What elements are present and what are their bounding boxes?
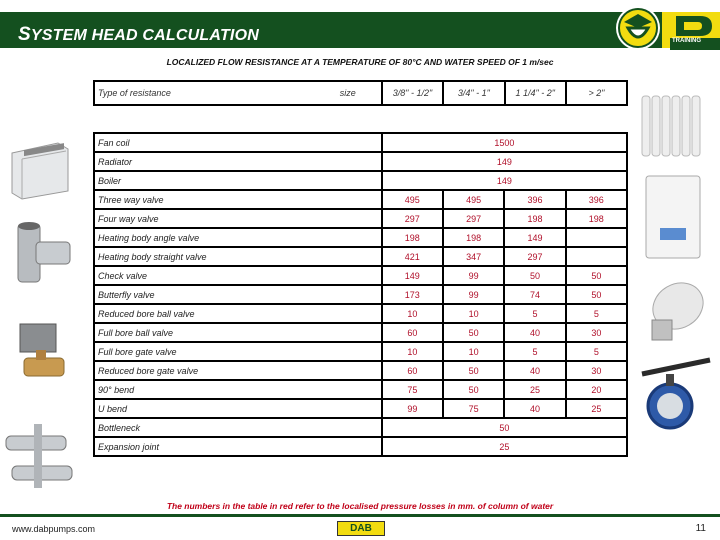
title-initial: S — [18, 24, 31, 45]
header-size-col: 1 1/4" - 2" — [505, 81, 566, 105]
row-value: 396 — [504, 190, 565, 209]
footer-website-link[interactable]: www.dabpumps.com — [12, 524, 96, 534]
row-value: 99 — [443, 266, 504, 285]
page-number: 11 — [695, 523, 706, 534]
thermostatic-head-image — [638, 276, 714, 346]
row-value: 347 — [443, 247, 504, 266]
row-value: 50 — [443, 361, 504, 380]
row-value: 297 — [504, 247, 565, 266]
row-value: 25 — [566, 399, 627, 418]
table-row — [94, 190, 627, 209]
row-value: 50 — [504, 266, 565, 285]
row-value: 5 — [566, 304, 627, 323]
row-value: 60 — [382, 323, 443, 342]
row-value: 75 — [443, 399, 504, 418]
table-row — [94, 133, 627, 152]
row-label: Butterfly valve — [94, 285, 382, 304]
table-row — [94, 399, 627, 418]
row-value: 50 — [566, 266, 627, 285]
table-row — [94, 323, 627, 342]
page-title — [18, 24, 259, 46]
row-value: 495 — [382, 190, 443, 209]
row-value: 396 — [566, 190, 627, 209]
table-row — [94, 152, 627, 171]
logo-training-text: TRAINING — [672, 38, 701, 44]
row-value: 421 — [382, 247, 443, 266]
row-value: 10 — [443, 342, 504, 361]
title-rest: YSTEM HEAD CALCULATION — [30, 27, 259, 44]
row-label: U bend — [94, 399, 382, 418]
row-value: 198 — [504, 209, 565, 228]
row-value: 198 — [382, 228, 443, 247]
table-row — [94, 209, 627, 228]
row-label: Three way valve — [94, 190, 382, 209]
row-value: 99 — [382, 399, 443, 418]
tee-fitting-image — [14, 218, 74, 288]
table-row — [94, 342, 627, 361]
row-value: 5 — [566, 342, 627, 361]
row-value: 50 — [443, 380, 504, 399]
row-value: 20 — [566, 380, 627, 399]
row-value: 40 — [504, 361, 565, 380]
row-label: Expansion joint — [94, 437, 382, 456]
row-value: 75 — [382, 380, 443, 399]
table-row — [94, 171, 627, 190]
row-value: 10 — [382, 342, 443, 361]
row-value: 495 — [443, 190, 504, 209]
table-title: LOCALIZED FLOW RESISTANCE AT A TEMPERATURE OF 80°C AND WATER SPEED OF 1 m/sec — [166, 57, 554, 67]
row-label: Heating body straight valve — [94, 247, 382, 266]
row-label: Reduced bore gate valve — [94, 361, 382, 380]
table-row — [94, 228, 627, 247]
table-row — [94, 437, 627, 456]
row-value: 10 — [382, 304, 443, 323]
header-size-col: > 2" — [566, 81, 627, 105]
row-value: 149 — [504, 228, 565, 247]
valve-fittings-image — [4, 422, 74, 492]
row-value: 25 — [504, 380, 565, 399]
row-value: 198 — [443, 228, 504, 247]
header-size: size — [339, 88, 356, 98]
table-header — [93, 80, 628, 106]
row-value: 30 — [566, 323, 627, 342]
row-value: 50 — [443, 323, 504, 342]
resistance-table — [93, 132, 628, 457]
row-value: 5 — [504, 304, 565, 323]
table-row — [94, 361, 627, 380]
fan-coil-image — [8, 135, 70, 200]
row-value-all-sizes: 1500 — [382, 133, 627, 152]
table-note: The numbers in the table in red refer to the localised pressure losses in mm. of column of water — [166, 501, 554, 511]
table-row — [94, 247, 627, 266]
row-value — [566, 228, 627, 247]
row-label: Radiator — [94, 152, 382, 171]
header-type: Type of resistance — [98, 88, 171, 98]
dab-training-logo — [612, 4, 720, 50]
header-size-col: 3/8" - 1/2" — [382, 81, 443, 105]
table-row — [94, 285, 627, 304]
row-value: 10 — [443, 304, 504, 323]
row-label: Check valve — [94, 266, 382, 285]
header-type-cell — [94, 81, 382, 105]
row-label: Reduced bore ball valve — [94, 304, 382, 323]
row-value-all-sizes: 149 — [382, 171, 627, 190]
row-label: Bottleneck — [94, 418, 382, 437]
table-row — [94, 304, 627, 323]
row-value: 99 — [443, 285, 504, 304]
row-value: 50 — [566, 285, 627, 304]
butterfly-valve-image — [636, 356, 716, 436]
row-value — [566, 247, 627, 266]
table-row — [94, 266, 627, 285]
radiator-image — [638, 92, 710, 160]
row-value: 297 — [382, 209, 443, 228]
table-row — [94, 418, 627, 437]
row-value: 149 — [382, 266, 443, 285]
boiler-image — [642, 172, 704, 262]
row-label: Boiler — [94, 171, 382, 190]
table-row — [94, 380, 627, 399]
row-value: 40 — [504, 323, 565, 342]
footer-divider — [0, 514, 720, 517]
row-value-all-sizes: 50 — [382, 418, 627, 437]
row-value-all-sizes: 149 — [382, 152, 627, 171]
row-value-all-sizes: 25 — [382, 437, 627, 456]
row-value: 60 — [382, 361, 443, 380]
row-label: Fan coil — [94, 133, 382, 152]
row-label: Four way valve — [94, 209, 382, 228]
dab-footer-logo: DAB — [337, 521, 385, 536]
row-value: 173 — [382, 285, 443, 304]
zone-valve-image — [14, 322, 74, 386]
row-label: Heating body angle valve — [94, 228, 382, 247]
row-value: 40 — [504, 399, 565, 418]
row-value: 5 — [504, 342, 565, 361]
row-value: 198 — [566, 209, 627, 228]
row-label: Full bore gate valve — [94, 342, 382, 361]
row-label: 90° bend — [94, 380, 382, 399]
header-size-col: 3/4" - 1" — [443, 81, 504, 105]
row-label: Full bore ball valve — [94, 323, 382, 342]
row-value: 30 — [566, 361, 627, 380]
row-value: 297 — [443, 209, 504, 228]
row-value: 74 — [504, 285, 565, 304]
